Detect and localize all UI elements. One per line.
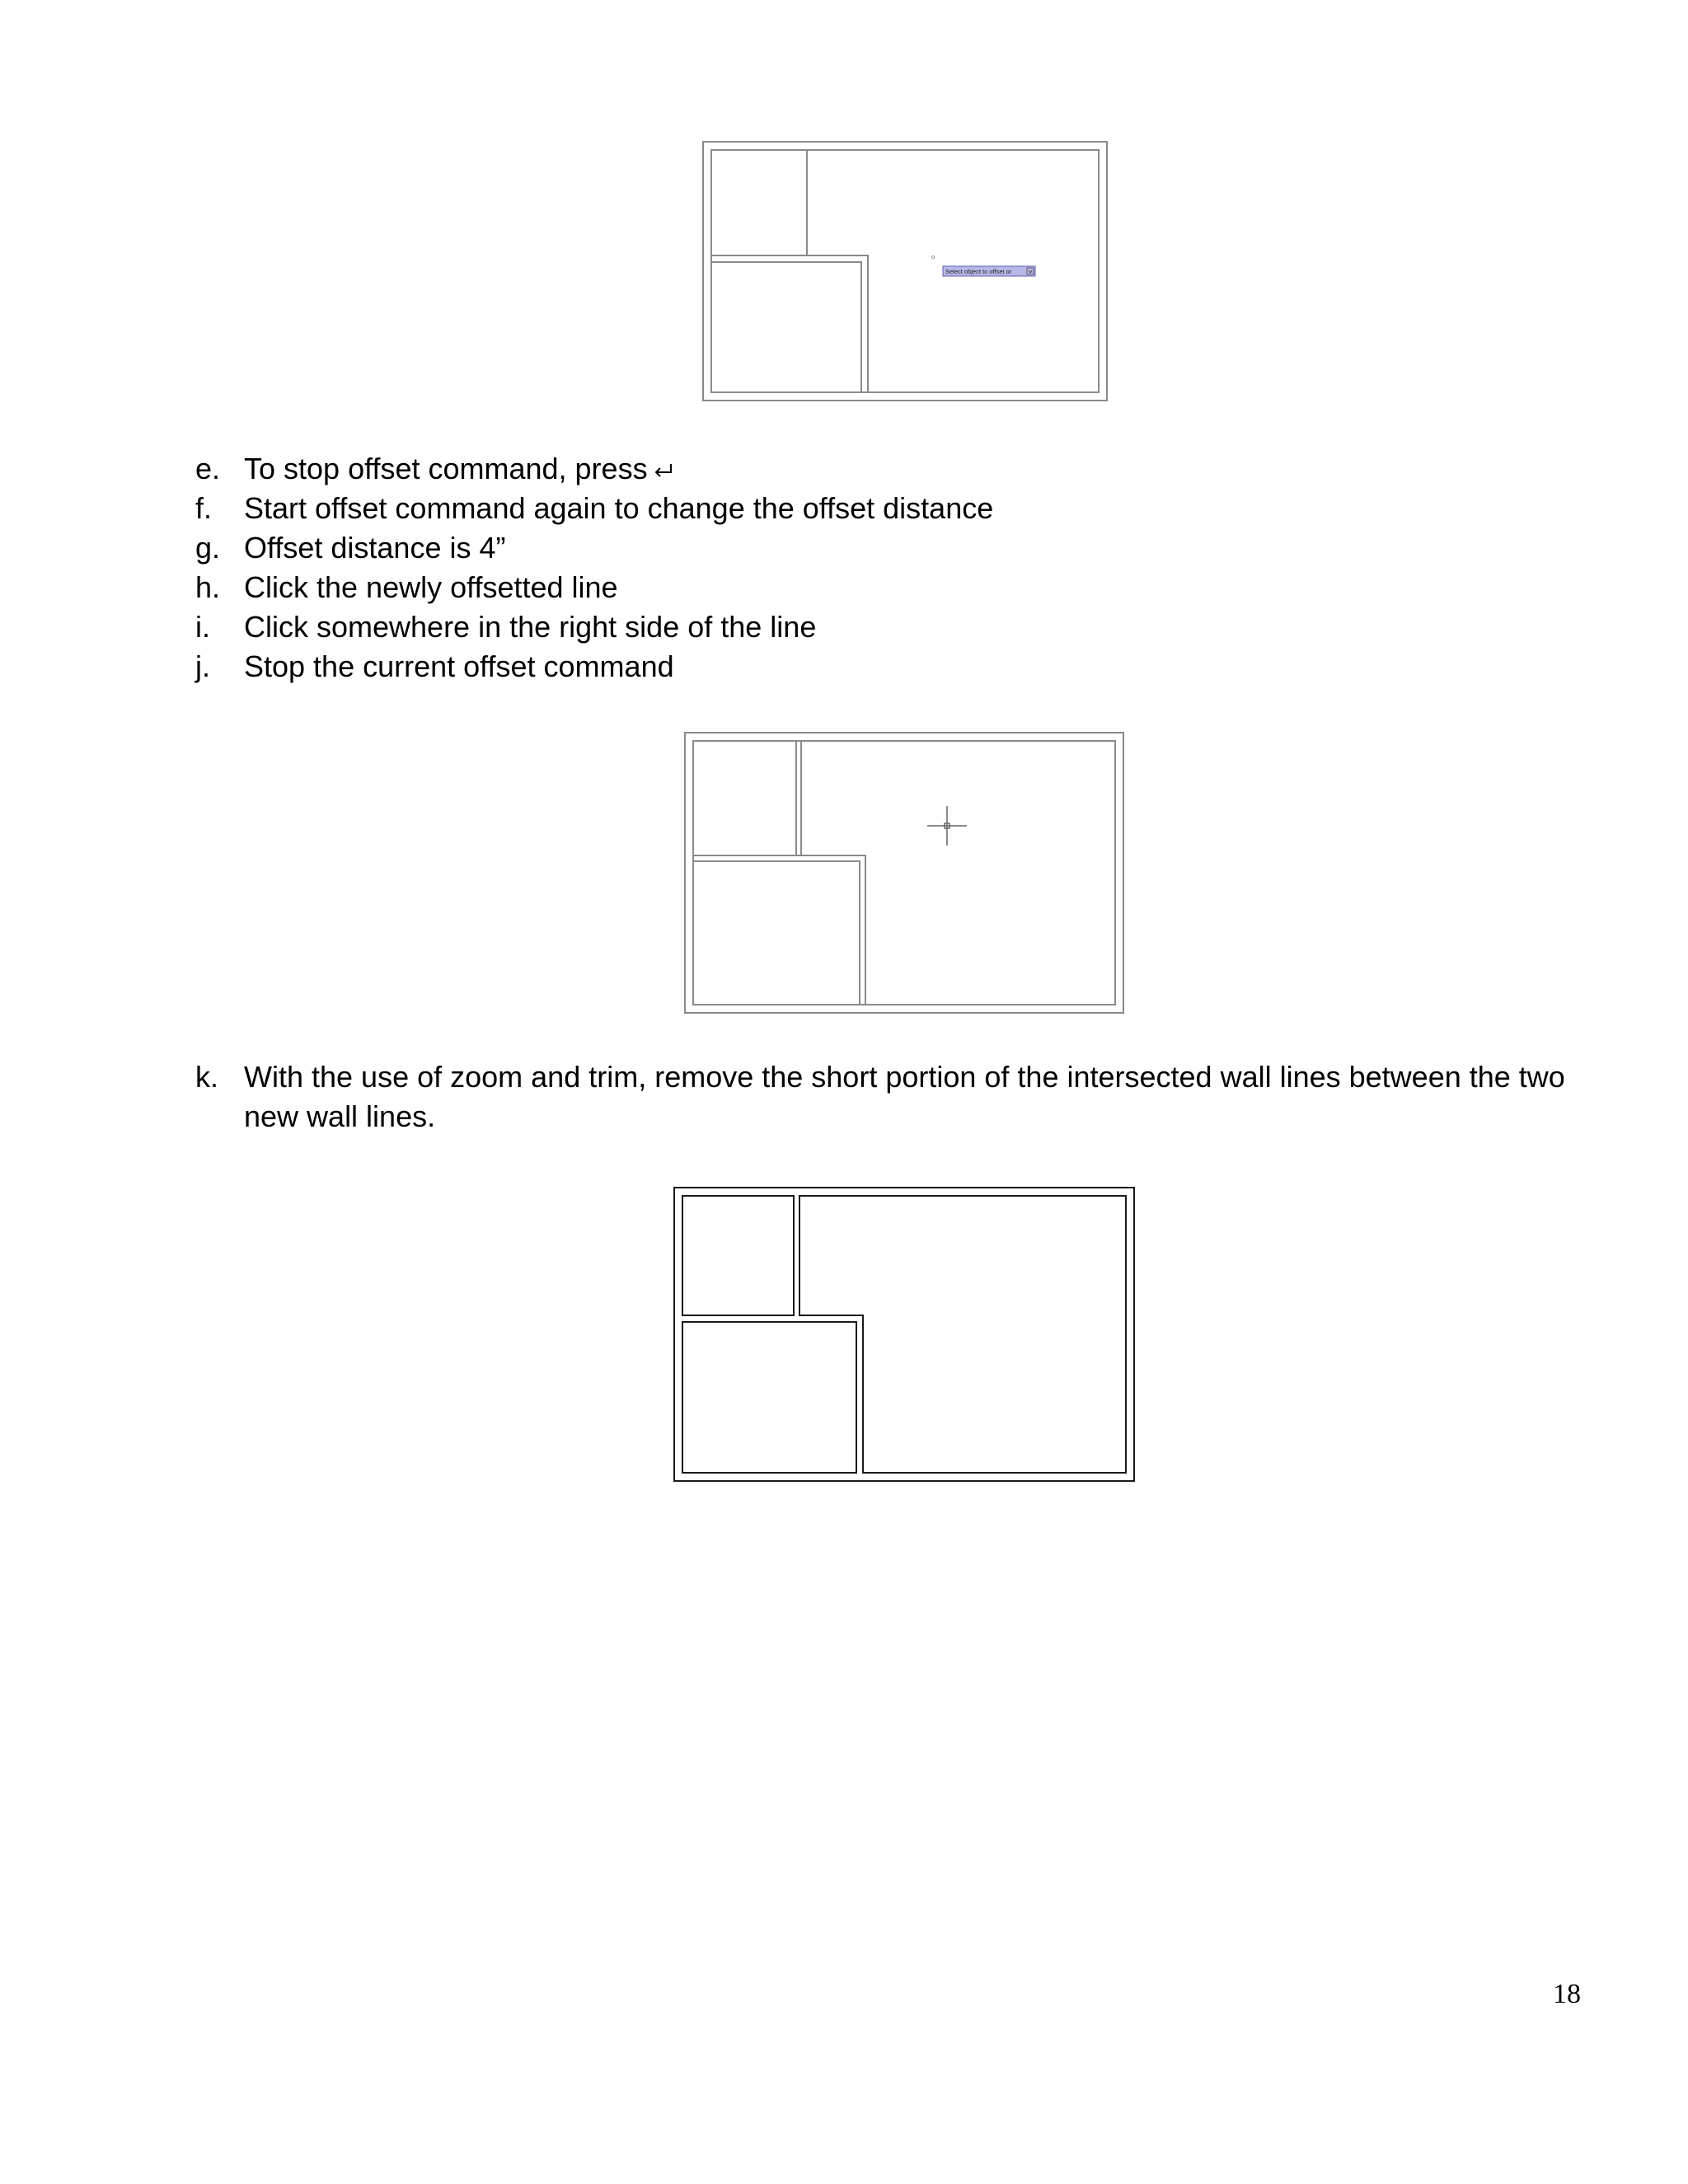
enter-key-icon — [651, 461, 674, 480]
list-item-marker: j. — [195, 649, 210, 683]
list-item — [0, 607, 1688, 647]
list-item-text: Start offset command again to change the offset distance — [244, 491, 994, 525]
instruction-list-b — [0, 1057, 1688, 1137]
room-divider-line — [711, 255, 868, 392]
instruction-list-a — [0, 449, 1688, 687]
floor-plan-trimmed-figure — [673, 1187, 1137, 1485]
list-item-marker: h. — [195, 570, 221, 604]
cursor-dot-icon: o — [931, 254, 935, 260]
room-outline — [682, 1322, 856, 1473]
room-divider-line — [693, 855, 865, 1005]
inner-wall-line — [693, 741, 1115, 1005]
inner-wall-line — [711, 150, 1099, 392]
room-outline — [799, 1196, 1126, 1473]
list-item-text: Click the newly offsetted line — [244, 570, 618, 604]
list-item-marker: i. — [195, 610, 210, 644]
command-prompt-text: Select object to offset or — [945, 268, 1012, 275]
list-item-marker: k. — [195, 1060, 219, 1094]
list-item — [0, 489, 1688, 528]
floor-plan-new-wall-figure — [684, 732, 1126, 1017]
list-item — [0, 568, 1688, 607]
floor-plan-offset-prompt-figure — [702, 141, 1108, 405]
list-item — [0, 449, 1688, 489]
list-item-text: Stop the current offset command — [244, 649, 674, 683]
crosshair-cursor-icon — [927, 806, 967, 846]
list-item-marker: f. — [195, 491, 213, 525]
list-item-marker: g. — [195, 531, 221, 565]
list-item-marker: e. — [195, 452, 221, 485]
list-item — [0, 528, 1688, 568]
page-number: 18 — [1553, 1979, 1581, 2009]
outer-wall-line — [685, 733, 1123, 1013]
list-item — [0, 1057, 1688, 1137]
room-outline — [682, 1196, 794, 1315]
list-item-text: Click somewhere in the right side of the line — [244, 610, 817, 644]
list-item-text: Offset distance is 4” — [244, 531, 506, 565]
list-item-text: With the use of zoom and trim, remove the short portion of the intersected wall lines between the two new wall lines. — [244, 1060, 1565, 1133]
outer-wall-line — [674, 1188, 1134, 1481]
list-item-text: To stop offset command, press — [244, 449, 1579, 489]
small-room-outline — [693, 861, 860, 1005]
list-item — [0, 647, 1688, 687]
small-room-outline — [711, 262, 861, 392]
outer-wall-line — [703, 142, 1107, 401]
